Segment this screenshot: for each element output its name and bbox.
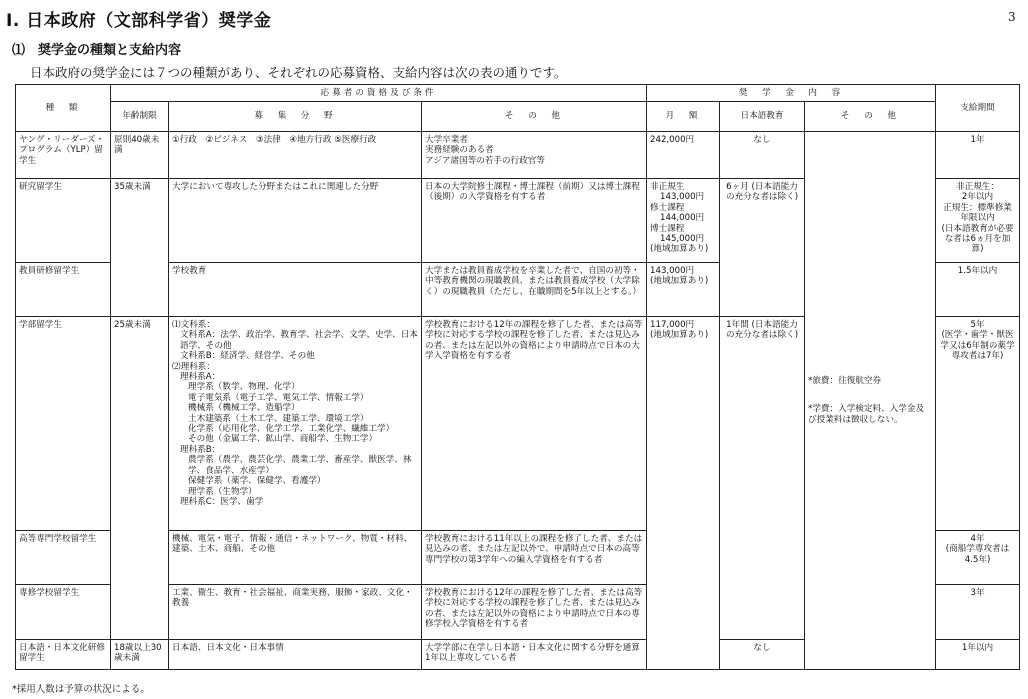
row-monthly: 242,000円 bbox=[647, 132, 720, 179]
row-type: 専修学校留学生 bbox=[16, 585, 111, 640]
travel-note: *旅費：往復航空券 bbox=[808, 375, 882, 386]
row-period: 5年 (医学・歯学・獣医学又は6年制の薬学専攻者は7年) bbox=[936, 317, 1020, 531]
section-heading: ⑴ 奨学金の種類と支給内容 bbox=[12, 43, 182, 58]
row-japanese: 1年間 (日本語能力の充分な者は除く) bbox=[720, 317, 805, 640]
row-field: 日本語、日本文化・日本事情 bbox=[169, 640, 422, 670]
row-other: 大学または教員養成学校を卒業した者で、自国の初等・中等教育機関の現職教員、または教員養成学校（大学除く）の現職教員（ただし、在職期間を5年以上とする。） bbox=[422, 263, 647, 317]
row-age: 25歳未満 bbox=[111, 317, 169, 640]
table-row bbox=[16, 132, 1020, 179]
row-period: 1年以内 bbox=[936, 640, 1020, 670]
header-type: 種 類 bbox=[16, 85, 111, 132]
row-monthly: 非正規生 143,000円 修士課程 144,000円 博士課程 145,000円 (地域加算あり) bbox=[647, 179, 720, 263]
row-field: 学校教育 bbox=[169, 263, 422, 317]
shared-benefits bbox=[805, 132, 936, 670]
row-type: ヤング・リーダーズ・プログラム（YLP）留学生 bbox=[16, 132, 111, 179]
row-age: 35歳未満 bbox=[111, 179, 169, 317]
row-japanese: 6ヶ月 (日本語能力の充分な者は除く) bbox=[720, 179, 805, 317]
header-monthly: 月 額 bbox=[647, 102, 720, 132]
header-qualifications: 応募者の資格及び条件 bbox=[111, 85, 647, 102]
row-field: ⑴文科系： 文科系A：法学、政治学、教育学、社会学、文学、史学、日本語学、その他 文科系B：経済学、経営学、その他 ⑵理科系： 理科系A： 理学系（数学、物理、化学） 電子電気系（電子工学、電気工学、情報工学） 機械系（機械工学、造船学） 土木建築系（土木工学、建築工学、環境工学） 化学系（応用化学、化学工学、工業化学、繊維工学） その他（金属工学、鉱山学、商船学、生物工学） 理科系B： 農学系（農学、農芸化学、農業工学、畜産学、獣医学、林学、食品学、水産学） 保健学系（薬学、保健学、看護学） 理学系（生物学） 理科系C：医学、歯学 bbox=[169, 317, 422, 531]
row-field: 大学において専攻した分野またはこれに関連した分野 bbox=[169, 179, 422, 263]
row-type: 研究留学生 bbox=[16, 179, 111, 263]
tuition-note: *学費：入学検定料、入学金及び授業料は徴収しない。 bbox=[808, 404, 925, 425]
header-other: そ の 他 bbox=[422, 102, 647, 132]
row-monthly: 143,000円 (地域加算あり) bbox=[647, 263, 720, 317]
header-japanese: 日本語教育 bbox=[720, 102, 805, 132]
row-age: 原則40歳未満 bbox=[111, 132, 169, 179]
row-type: 日本語・日本文化研修留学生 bbox=[16, 640, 111, 670]
header-row bbox=[16, 85, 1020, 102]
row-other: 大学卒業者 実務経験のある者 アジア諸国等の若手の行政官等 bbox=[422, 132, 647, 179]
row-period: 3年 bbox=[936, 585, 1020, 640]
row-monthly: 117,000円 (地域加算あり) bbox=[647, 317, 720, 670]
header-content-other: そ の 他 bbox=[805, 102, 936, 132]
row-period: 1年 bbox=[936, 132, 1020, 179]
header-content: 奨 学 金 内 容 bbox=[647, 85, 936, 102]
footnote: *採用人数は予算の状況による。 bbox=[12, 684, 150, 695]
intro-text: 日本政府の奨学金には７つの種類があり、それぞれの応募資格、支給内容は次の表の通りです。 bbox=[30, 65, 567, 80]
row-period: 1.5年以内 bbox=[936, 263, 1020, 317]
row-other: 学校教育における12年の課程を修了した者、または高等学校に対応する学校の課程を修了した者、または見込みの者、または左記以外の資格により申請時点で日本の専修学校入学資格を有する者 bbox=[422, 585, 647, 640]
row-other: 大学学部に在学し日本語・日本文化に関する分野を通算1年以上専攻している者 bbox=[422, 640, 647, 670]
row-field: 機械、電気・電子、情報・通信・ネットワーク、物質・材料、建築、土木、商船、その他 bbox=[169, 531, 422, 585]
row-type: 学部留学生 bbox=[16, 317, 111, 531]
header-field: 募 集 分 野 bbox=[169, 102, 422, 132]
header-period: 支給期間 bbox=[936, 85, 1020, 132]
row-period: 非正規生： 2年以内 正規生：標準修業年限以内 (日本語教育が必要な者は6ヵ月を加算) bbox=[936, 179, 1020, 263]
row-type: 高等専門学校留学生 bbox=[16, 531, 111, 585]
row-other: 学校教育における12年の課程を修了した者、または高等学校に対応する学校の課程を修了した者、または見込みの者、または左記以外の資格により申請時点で日本の大学入学資格を有する者 bbox=[422, 317, 647, 531]
row-field: 工業、衛生、教育・社会福祉、商業実務、服飾・家政、文化・教養 bbox=[169, 585, 422, 640]
page-number: 3 bbox=[1008, 10, 1016, 24]
page-title: Ⅰ. 日本政府（文部科学省）奨学金 bbox=[6, 11, 272, 31]
row-japanese: なし bbox=[720, 132, 805, 179]
row-other: 日本の大学院修士課程・博士課程（前期）又は博士課程（後期）の入学資格を有する者 bbox=[422, 179, 647, 263]
row-field: ①行政 ②ビジネス ③法律 ④地方行政 ⑤医療行政 bbox=[169, 132, 422, 179]
row-age: 18歳以上30歳未満 bbox=[111, 640, 169, 670]
row-other: 学校教育における11年以上の課程を修了した者、または見込みの者、または左記以外で、申請時点で日本の高等専門学校の第3学年への編入学資格を有する者 bbox=[422, 531, 647, 585]
row-japanese: なし bbox=[720, 640, 805, 670]
header-age: 年齢制限 bbox=[111, 102, 169, 132]
row-period: 4年 (商船学専攻者は4.5年) bbox=[936, 531, 1020, 585]
subheader-row bbox=[16, 102, 1020, 132]
row-type: 教員研修留学生 bbox=[16, 263, 111, 317]
scholarship-table bbox=[15, 84, 1020, 670]
